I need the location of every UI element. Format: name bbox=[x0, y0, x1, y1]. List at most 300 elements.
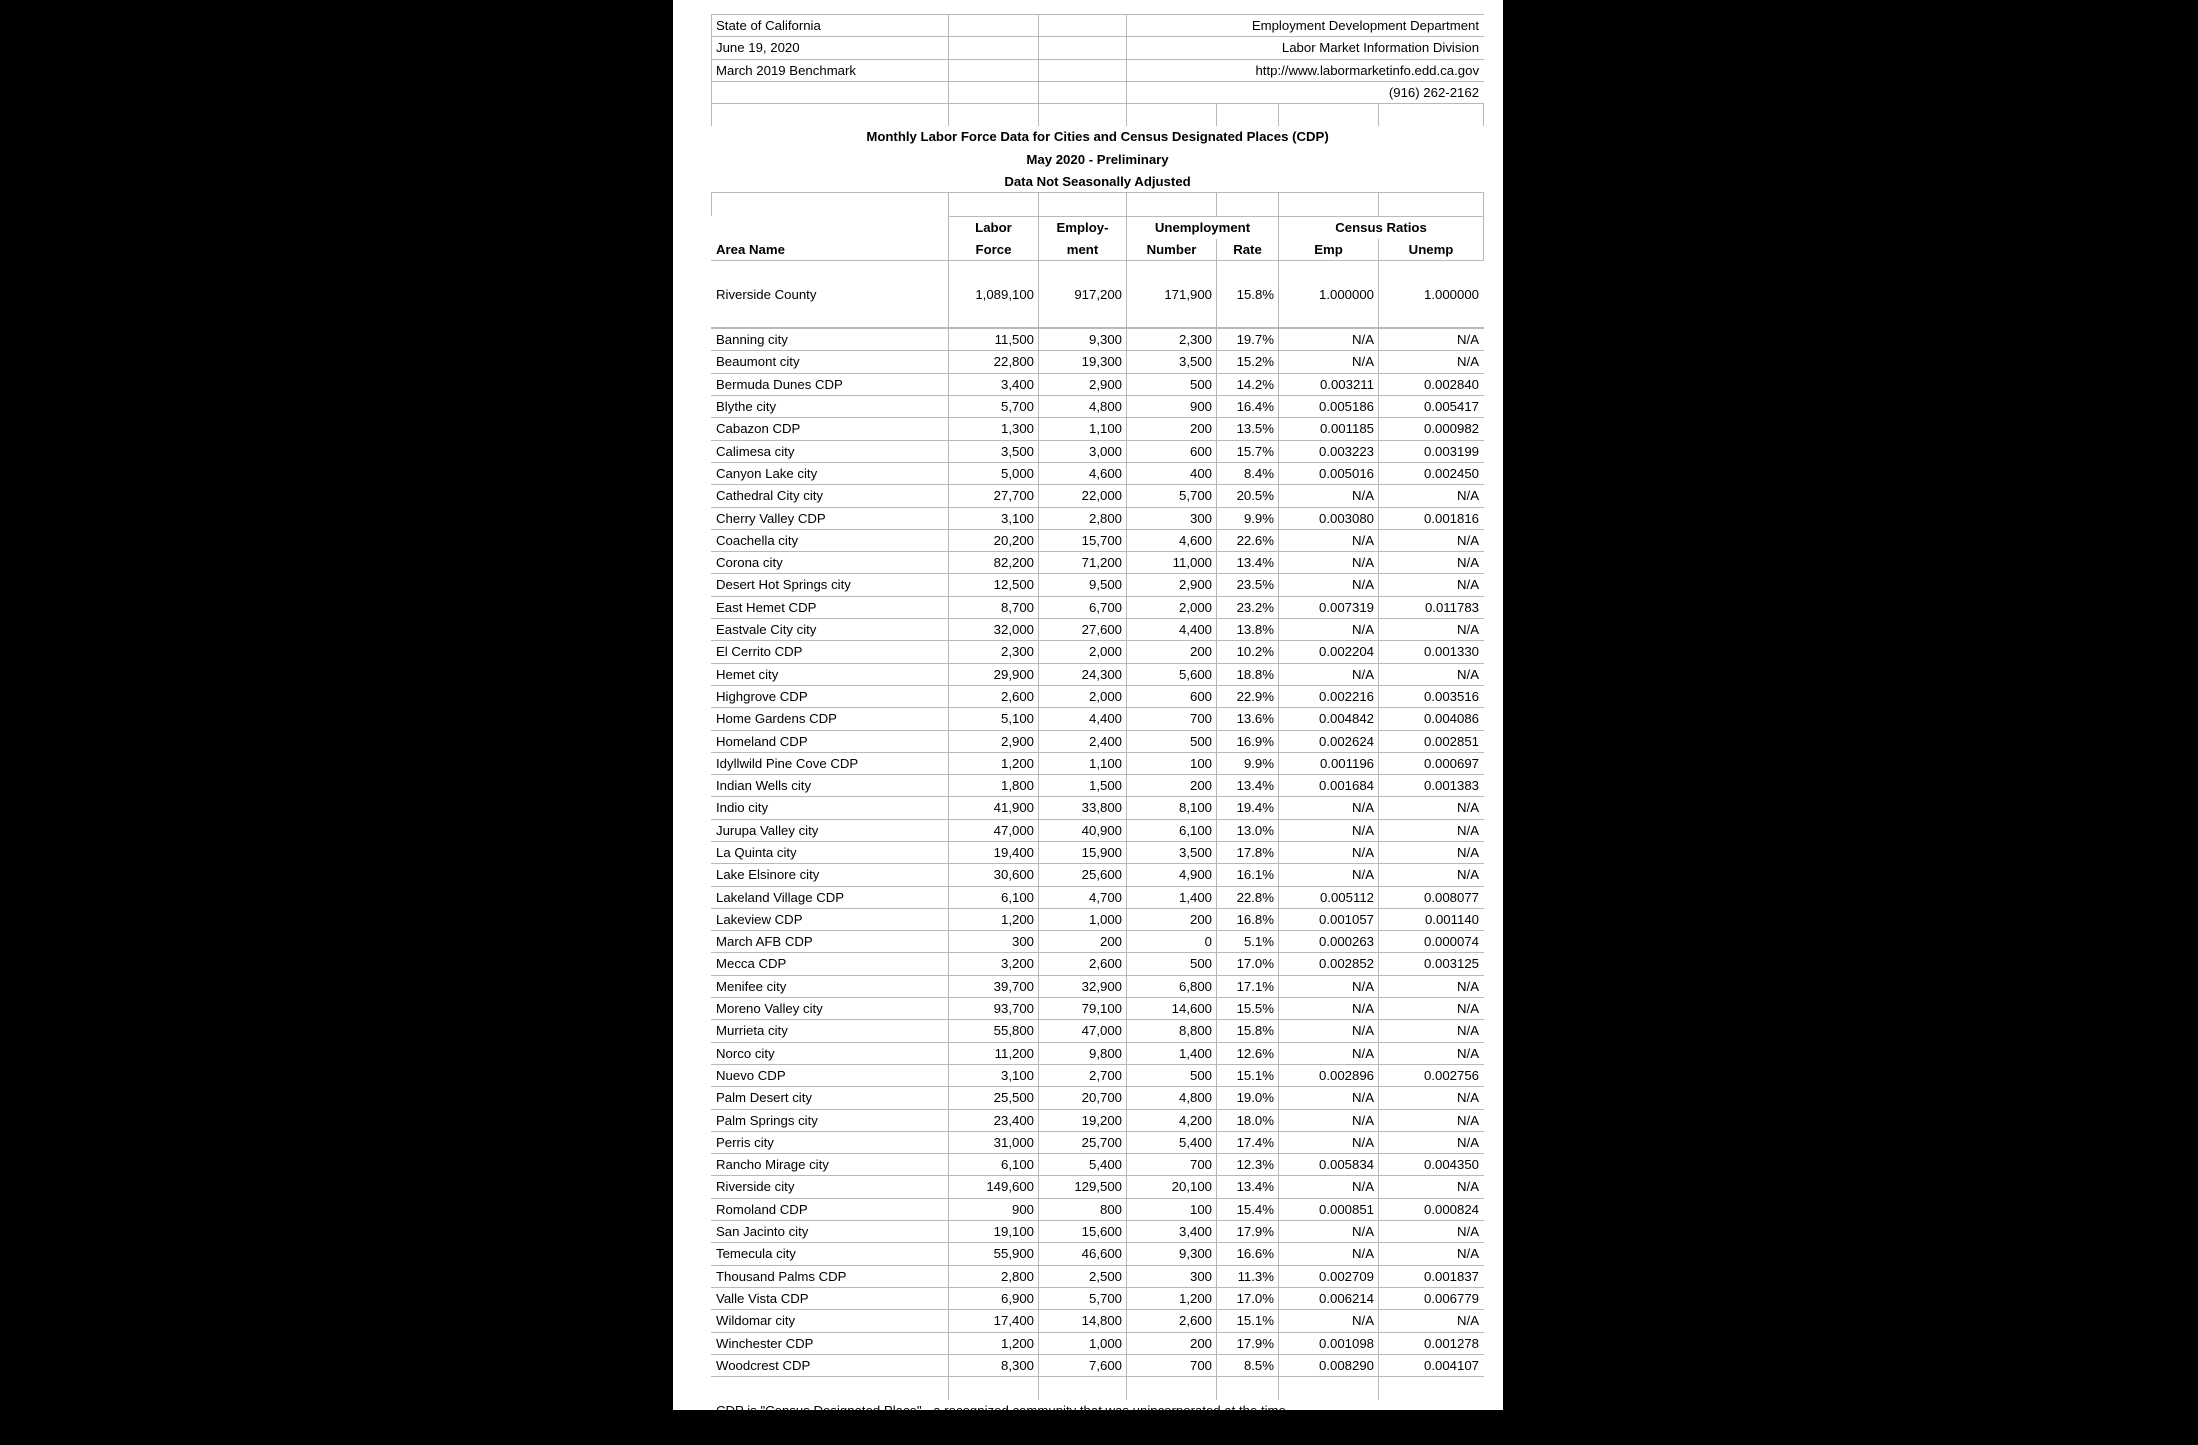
cell-area-name: San Jacinto city bbox=[712, 1221, 949, 1243]
cell-unemployment-number: 4,800 bbox=[1127, 1087, 1217, 1109]
table-row[interactable] bbox=[712, 1243, 1484, 1265]
cell-labor-force: 19,100 bbox=[949, 1221, 1039, 1243]
table-row[interactable] bbox=[712, 641, 1484, 663]
spacer-cell bbox=[712, 305, 949, 327]
table-row[interactable] bbox=[712, 1109, 1484, 1131]
spacer-cell bbox=[1217, 261, 1279, 283]
column-header-row-top bbox=[712, 216, 1484, 238]
county-employment: 917,200 bbox=[1039, 283, 1127, 305]
cell-area-name: East Hemet CDP bbox=[712, 596, 949, 618]
cell-census-emp: N/A bbox=[1279, 797, 1379, 819]
cell-employment: 79,100 bbox=[1039, 998, 1127, 1020]
table-row[interactable] bbox=[712, 775, 1484, 797]
cell-census-unemp: N/A bbox=[1379, 1310, 1484, 1332]
cell-area-name: Palm Desert city bbox=[712, 1087, 949, 1109]
col-unemployment-group: Unemployment bbox=[1127, 216, 1279, 238]
spacer-cell bbox=[949, 305, 1039, 327]
table-row[interactable] bbox=[712, 663, 1484, 685]
cell-unemployment-number: 2,300 bbox=[1127, 329, 1217, 351]
table-row[interactable] bbox=[712, 1221, 1484, 1243]
cell-census-emp: 0.000263 bbox=[1279, 931, 1379, 953]
spacer-row bbox=[712, 305, 1484, 327]
cell-census-unemp: 0.003516 bbox=[1379, 685, 1484, 707]
cell-employment: 2,800 bbox=[1039, 507, 1127, 529]
table-row[interactable] bbox=[712, 975, 1484, 997]
table-row[interactable] bbox=[712, 797, 1484, 819]
table-row[interactable] bbox=[712, 1354, 1484, 1376]
cell-employment: 20,700 bbox=[1039, 1087, 1127, 1109]
footnote-table bbox=[711, 1377, 1484, 1445]
cell-unemployment-rate: 13.8% bbox=[1217, 619, 1279, 641]
cell-census-emp: 0.002852 bbox=[1279, 953, 1379, 975]
cell-labor-force: 900 bbox=[949, 1198, 1039, 1220]
cell-employment: 2,900 bbox=[1039, 373, 1127, 395]
spacer-cell bbox=[949, 59, 1039, 81]
cell-unemployment-rate: 17.8% bbox=[1217, 841, 1279, 863]
cell-census-unemp: N/A bbox=[1379, 864, 1484, 886]
cell-unemployment-rate: 17.4% bbox=[1217, 1131, 1279, 1153]
cell-census-emp: N/A bbox=[1279, 1176, 1379, 1198]
column-header-row-bottom bbox=[712, 238, 1484, 260]
spacer-cell bbox=[1039, 59, 1127, 81]
table-row[interactable] bbox=[712, 1198, 1484, 1220]
cell-unemployment-rate: 12.3% bbox=[1217, 1154, 1279, 1176]
table-row[interactable] bbox=[712, 953, 1484, 975]
spacer-cell bbox=[1127, 305, 1217, 327]
cell-area-name: Menifee city bbox=[712, 975, 949, 997]
cell-census-unemp: N/A bbox=[1379, 1176, 1484, 1198]
cell-census-unemp: N/A bbox=[1379, 975, 1484, 997]
table-row[interactable] bbox=[712, 1287, 1484, 1309]
table-row[interactable] bbox=[712, 998, 1484, 1020]
cell-employment: 4,400 bbox=[1039, 708, 1127, 730]
cell-unemployment-number: 100 bbox=[1127, 752, 1217, 774]
cell-unemployment-rate: 9.9% bbox=[1217, 752, 1279, 774]
cell-census-emp: N/A bbox=[1279, 1109, 1379, 1131]
cell-unemployment-rate: 17.9% bbox=[1217, 1332, 1279, 1354]
cell-labor-force: 2,300 bbox=[949, 641, 1039, 663]
cell-census-unemp: N/A bbox=[1379, 552, 1484, 574]
table-row[interactable] bbox=[712, 1265, 1484, 1287]
table-row[interactable] bbox=[712, 373, 1484, 395]
spacer-cell bbox=[1379, 261, 1484, 283]
cell-census-emp: N/A bbox=[1279, 1042, 1379, 1064]
cell-employment: 2,000 bbox=[1039, 641, 1127, 663]
cell-unemployment-rate: 16.4% bbox=[1217, 396, 1279, 418]
cell-census-unemp: N/A bbox=[1379, 797, 1484, 819]
cell-labor-force: 29,900 bbox=[949, 663, 1039, 685]
cell-census-emp: N/A bbox=[1279, 329, 1379, 351]
cell-labor-force: 1,200 bbox=[949, 1332, 1039, 1354]
cell-census-emp: N/A bbox=[1279, 1221, 1379, 1243]
cell-unemployment-number: 9,300 bbox=[1127, 1243, 1217, 1265]
cell-labor-force: 82,200 bbox=[949, 552, 1039, 574]
cell-census-unemp: 0.000824 bbox=[1379, 1198, 1484, 1220]
cell-census-unemp: N/A bbox=[1379, 485, 1484, 507]
cell-employment: 32,900 bbox=[1039, 975, 1127, 997]
spacer-cell bbox=[1379, 193, 1484, 215]
cell-labor-force: 1,300 bbox=[949, 418, 1039, 440]
cell-unemployment-number: 4,200 bbox=[1127, 1109, 1217, 1131]
cell-unemployment-number: 3,500 bbox=[1127, 841, 1217, 863]
cell-census-emp: 0.002624 bbox=[1279, 730, 1379, 752]
table-row[interactable] bbox=[712, 1310, 1484, 1332]
cell-census-unemp: 0.004350 bbox=[1379, 1154, 1484, 1176]
cell-employment: 4,800 bbox=[1039, 396, 1127, 418]
cell-unemployment-rate: 18.8% bbox=[1217, 663, 1279, 685]
cell-area-name: El Cerrito CDP bbox=[712, 641, 949, 663]
cell-area-name: Homeland CDP bbox=[712, 730, 949, 752]
cell-labor-force: 23,400 bbox=[949, 1109, 1039, 1131]
spacer-cell bbox=[1127, 193, 1217, 215]
spacer-cell bbox=[1279, 193, 1379, 215]
cell-labor-force: 2,800 bbox=[949, 1265, 1039, 1287]
cell-census-emp: N/A bbox=[1279, 574, 1379, 596]
cell-unemployment-rate: 13.5% bbox=[1217, 418, 1279, 440]
cell-employment: 2,700 bbox=[1039, 1064, 1127, 1086]
cell-census-emp: N/A bbox=[1279, 864, 1379, 886]
cell-census-emp: 0.000851 bbox=[1279, 1198, 1379, 1220]
cell-unemployment-number: 300 bbox=[1127, 507, 1217, 529]
cell-census-unemp: 0.004107 bbox=[1379, 1354, 1484, 1376]
table-row[interactable] bbox=[712, 1332, 1484, 1354]
cell-unemployment-rate: 22.9% bbox=[1217, 685, 1279, 707]
cell-unemployment-rate: 15.5% bbox=[1217, 998, 1279, 1020]
cell-area-name: Indian Wells city bbox=[712, 775, 949, 797]
cell-area-name: Murrieta city bbox=[712, 1020, 949, 1042]
cell-unemployment-rate: 10.2% bbox=[1217, 641, 1279, 663]
cell-census-emp: N/A bbox=[1279, 663, 1379, 685]
spacer-cell bbox=[1039, 193, 1127, 215]
cell-area-name: Woodcrest CDP bbox=[712, 1354, 949, 1376]
cell-area-name: Cabazon CDP bbox=[712, 418, 949, 440]
cell-labor-force: 55,900 bbox=[949, 1243, 1039, 1265]
cell-area-name: Rancho Mirage city bbox=[712, 1154, 949, 1176]
cell-unemployment-rate: 15.1% bbox=[1217, 1310, 1279, 1332]
cell-unemployment-rate: 16.9% bbox=[1217, 730, 1279, 752]
spacer-cell bbox=[1379, 305, 1484, 327]
cell-employment: 33,800 bbox=[1039, 797, 1127, 819]
cell-unemployment-rate: 9.9% bbox=[1217, 507, 1279, 529]
cell-labor-force: 3,400 bbox=[949, 373, 1039, 395]
cell-census-unemp: N/A bbox=[1379, 619, 1484, 641]
cell-census-emp: N/A bbox=[1279, 1087, 1379, 1109]
title-row-2 bbox=[712, 148, 1484, 170]
cell-census-unemp: 0.002756 bbox=[1379, 1064, 1484, 1086]
cell-unemployment-rate: 11.3% bbox=[1217, 1265, 1279, 1287]
cell-labor-force: 55,800 bbox=[949, 1020, 1039, 1042]
cell-area-name: Highgrove CDP bbox=[712, 685, 949, 707]
column-header-table bbox=[711, 216, 1484, 328]
cell-area-name: Idyllwild Pine Cove CDP bbox=[712, 752, 949, 774]
cell-census-emp: 0.002204 bbox=[1279, 641, 1379, 663]
cell-area-name: Romoland CDP bbox=[712, 1198, 949, 1220]
table-row[interactable] bbox=[712, 1154, 1484, 1176]
footnote-row-2 bbox=[712, 1422, 1484, 1444]
cell-unemployment-number: 5,600 bbox=[1127, 663, 1217, 685]
cell-labor-force: 1,800 bbox=[949, 775, 1039, 797]
website-url[interactable]: http://www.labormarketinfo.edd.ca.gov bbox=[1127, 59, 1484, 81]
cell-employment: 19,200 bbox=[1039, 1109, 1127, 1131]
table-row[interactable] bbox=[712, 596, 1484, 618]
cell-unemployment-rate: 17.0% bbox=[1217, 1287, 1279, 1309]
cell-census-unemp: N/A bbox=[1379, 574, 1484, 596]
cell-labor-force: 6,100 bbox=[949, 886, 1039, 908]
cell-employment: 14,800 bbox=[1039, 1310, 1127, 1332]
spacer-cell bbox=[1127, 104, 1217, 126]
spacer-row bbox=[712, 104, 1484, 126]
table-row[interactable] bbox=[712, 708, 1484, 730]
labor-force-report bbox=[711, 14, 1483, 1445]
table-row[interactable] bbox=[712, 507, 1484, 529]
cell-labor-force: 30,600 bbox=[949, 864, 1039, 886]
cell-employment: 9,300 bbox=[1039, 329, 1127, 351]
cell-unemployment-number: 1,200 bbox=[1127, 1287, 1217, 1309]
cell-labor-force: 2,600 bbox=[949, 685, 1039, 707]
cell-unemployment-rate: 23.2% bbox=[1217, 596, 1279, 618]
table-row[interactable] bbox=[712, 886, 1484, 908]
cell-census-unemp: 0.002840 bbox=[1379, 373, 1484, 395]
cell-unemployment-rate: 17.9% bbox=[1217, 1221, 1279, 1243]
cell-employment: 5,400 bbox=[1039, 1154, 1127, 1176]
spacer-cell bbox=[1279, 104, 1379, 126]
cell-census-unemp: 0.006779 bbox=[1379, 1287, 1484, 1309]
cell-employment: 2,000 bbox=[1039, 685, 1127, 707]
cell-unemployment-rate: 12.6% bbox=[1217, 1042, 1279, 1064]
cell-census-unemp: N/A bbox=[1379, 1221, 1484, 1243]
department-label: Employment Development Department bbox=[1127, 15, 1484, 37]
cell-employment: 1,100 bbox=[1039, 418, 1127, 440]
cell-census-unemp: 0.011783 bbox=[1379, 596, 1484, 618]
cell-unemployment-rate: 19.7% bbox=[1217, 329, 1279, 351]
table-row[interactable] bbox=[712, 752, 1484, 774]
cell-unemployment-rate: 8.4% bbox=[1217, 462, 1279, 484]
cell-labor-force: 32,000 bbox=[949, 619, 1039, 641]
cell-labor-force: 41,900 bbox=[949, 797, 1039, 819]
table-row[interactable] bbox=[712, 485, 1484, 507]
cell-unemployment-number: 200 bbox=[1127, 641, 1217, 663]
cell-unemployment-number: 1,400 bbox=[1127, 1042, 1217, 1064]
cell-employment: 800 bbox=[1039, 1198, 1127, 1220]
cell-unemployment-rate: 15.7% bbox=[1217, 440, 1279, 462]
spreadsheet-page bbox=[673, 0, 1503, 1441]
cell-unemployment-rate: 23.5% bbox=[1217, 574, 1279, 596]
cell-area-name: Eastvale City city bbox=[712, 619, 949, 641]
table-row[interactable] bbox=[712, 1131, 1484, 1153]
footnote-line1: CDP is "Census Designated Place" - a recognized community that was unincorporated at the time bbox=[712, 1400, 1484, 1422]
title-row-1 bbox=[712, 126, 1484, 148]
cell-census-emp: 0.007319 bbox=[1279, 596, 1379, 618]
table-row[interactable] bbox=[712, 396, 1484, 418]
cell-census-emp: N/A bbox=[1279, 1131, 1379, 1153]
col-labor-force-line2: Force bbox=[949, 238, 1039, 260]
cell-census-unemp: 0.002851 bbox=[1379, 730, 1484, 752]
cell-unemployment-number: 900 bbox=[1127, 396, 1217, 418]
table-row[interactable] bbox=[712, 841, 1484, 863]
cell-employment: 5,700 bbox=[1039, 1287, 1127, 1309]
cell-employment: 9,500 bbox=[1039, 574, 1127, 596]
cell-unemployment-rate: 13.4% bbox=[1217, 552, 1279, 574]
cell-area-name: Indio city bbox=[712, 797, 949, 819]
cell-census-emp: N/A bbox=[1279, 619, 1379, 641]
footnote-line2: of the 2014-2018 5-Year American Community Survey (ACS). bbox=[716, 1425, 1075, 1441]
table-row[interactable] bbox=[712, 619, 1484, 641]
table-row[interactable] bbox=[712, 730, 1484, 752]
cell-unemployment-number: 5,400 bbox=[1127, 1131, 1217, 1153]
cell-unemployment-rate: 20.5% bbox=[1217, 485, 1279, 507]
cell-employment: 40,900 bbox=[1039, 819, 1127, 841]
spacer-cell bbox=[1039, 1378, 1127, 1400]
cell-unemployment-number: 600 bbox=[1127, 440, 1217, 462]
cell-labor-force: 1,200 bbox=[949, 752, 1039, 774]
cell-employment: 27,600 bbox=[1039, 619, 1127, 641]
table-row[interactable] bbox=[712, 1064, 1484, 1086]
spacer-cell bbox=[1039, 81, 1127, 103]
cell-census-emp: 0.002709 bbox=[1279, 1265, 1379, 1287]
table-row[interactable] bbox=[712, 462, 1484, 484]
header-row-phone bbox=[712, 81, 1484, 103]
cell-unemployment-number: 2,900 bbox=[1127, 574, 1217, 596]
spacer-cell bbox=[1039, 261, 1127, 283]
cell-census-unemp: 0.005417 bbox=[1379, 396, 1484, 418]
table-row[interactable] bbox=[712, 685, 1484, 707]
cell-labor-force: 11,200 bbox=[949, 1042, 1039, 1064]
spacer-cell bbox=[1127, 1378, 1217, 1400]
table-row[interactable] bbox=[712, 931, 1484, 953]
cell-census-unemp: N/A bbox=[1379, 1020, 1484, 1042]
cell-labor-force: 1,200 bbox=[949, 908, 1039, 930]
cell-census-emp: N/A bbox=[1279, 975, 1379, 997]
table-row[interactable] bbox=[712, 1087, 1484, 1109]
spacer-cell bbox=[1039, 305, 1127, 327]
cell-labor-force: 22,800 bbox=[949, 351, 1039, 373]
cell-labor-force: 8,700 bbox=[949, 596, 1039, 618]
table-row[interactable] bbox=[712, 574, 1484, 596]
cell-unemployment-number: 4,400 bbox=[1127, 619, 1217, 641]
spacer-cell bbox=[1039, 15, 1127, 37]
report-title-line3: Data Not Seasonally Adjusted bbox=[712, 171, 1484, 193]
cell-area-name: Cherry Valley CDP bbox=[712, 507, 949, 529]
spacer-cell bbox=[949, 37, 1039, 59]
cell-census-unemp: 0.001837 bbox=[1379, 1265, 1484, 1287]
spacer-cell bbox=[712, 1378, 949, 1400]
cell-census-emp: 0.005112 bbox=[1279, 886, 1379, 908]
cell-census-emp: 0.001185 bbox=[1279, 418, 1379, 440]
spacer-cell bbox=[1379, 1378, 1484, 1400]
cell-unemployment-number: 2,600 bbox=[1127, 1310, 1217, 1332]
cell-unemployment-number: 500 bbox=[1127, 373, 1217, 395]
cell-unemployment-rate: 18.0% bbox=[1217, 1109, 1279, 1131]
cell-census-emp: 0.002896 bbox=[1279, 1064, 1379, 1086]
cell-labor-force: 31,000 bbox=[949, 1131, 1039, 1153]
cell-employment: 19,300 bbox=[1039, 351, 1127, 373]
table-row[interactable] bbox=[712, 351, 1484, 373]
cell-employment: 15,600 bbox=[1039, 1221, 1127, 1243]
county-total-row[interactable] bbox=[712, 283, 1484, 305]
table-row[interactable] bbox=[712, 1020, 1484, 1042]
cell-unemployment-number: 14,600 bbox=[1127, 998, 1217, 1020]
cell-census-emp: 0.003223 bbox=[1279, 440, 1379, 462]
cell-area-name: Riverside city bbox=[712, 1176, 949, 1198]
cell-census-emp: 0.001196 bbox=[1279, 752, 1379, 774]
report-header-table bbox=[711, 14, 1484, 216]
cell-labor-force: 5,100 bbox=[949, 708, 1039, 730]
cell-unemployment-number: 600 bbox=[1127, 685, 1217, 707]
cell-employment: 1,100 bbox=[1039, 752, 1127, 774]
table-row[interactable] bbox=[712, 329, 1484, 351]
spacer-cell bbox=[1217, 1378, 1279, 1400]
cell-census-emp: N/A bbox=[1279, 998, 1379, 1020]
cell-census-unemp: N/A bbox=[1379, 1243, 1484, 1265]
cell-labor-force: 6,900 bbox=[949, 1287, 1039, 1309]
cell-labor-force: 3,200 bbox=[949, 953, 1039, 975]
cell-unemployment-number: 100 bbox=[1127, 1198, 1217, 1220]
spacer-cell bbox=[1379, 104, 1484, 126]
cell-employment: 15,700 bbox=[1039, 529, 1127, 551]
cell-unemployment-number: 5,700 bbox=[1127, 485, 1217, 507]
footnote-row-1 bbox=[712, 1400, 1484, 1422]
spacer-cell bbox=[1217, 104, 1279, 126]
table-row[interactable] bbox=[712, 908, 1484, 930]
spacer-cell bbox=[1217, 193, 1279, 215]
cell-unemployment-number: 200 bbox=[1127, 775, 1217, 797]
cell-unemployment-rate: 13.4% bbox=[1217, 1176, 1279, 1198]
cell-unemployment-number: 3,500 bbox=[1127, 351, 1217, 373]
spacer-cell bbox=[949, 104, 1039, 126]
table-row[interactable] bbox=[712, 864, 1484, 886]
cell-census-unemp: 0.000697 bbox=[1379, 752, 1484, 774]
table-row[interactable] bbox=[712, 418, 1484, 440]
spacer-cell bbox=[712, 81, 949, 103]
cell-employment: 46,600 bbox=[1039, 1243, 1127, 1265]
cell-labor-force: 17,400 bbox=[949, 1310, 1039, 1332]
cell-area-name: Perris city bbox=[712, 1131, 949, 1153]
table-row[interactable] bbox=[712, 1042, 1484, 1064]
table-row[interactable] bbox=[712, 440, 1484, 462]
cell-area-name: Mecca CDP bbox=[712, 953, 949, 975]
cell-unemployment-rate: 17.0% bbox=[1217, 953, 1279, 975]
table-row[interactable] bbox=[712, 552, 1484, 574]
cell-unemployment-number: 20,100 bbox=[1127, 1176, 1217, 1198]
table-row[interactable] bbox=[712, 1176, 1484, 1198]
cell-labor-force: 2,900 bbox=[949, 730, 1039, 752]
cell-area-name: Coachella city bbox=[712, 529, 949, 551]
phone-number: (916) 262-2162 bbox=[1127, 81, 1484, 103]
col-labor-force-line1: Labor bbox=[949, 216, 1039, 238]
table-row[interactable] bbox=[712, 819, 1484, 841]
spacer-row bbox=[712, 261, 1484, 283]
col-employment-line1: Employ- bbox=[1039, 216, 1127, 238]
spacer-cell bbox=[1039, 37, 1127, 59]
cell-census-emp: 0.005834 bbox=[1279, 1154, 1379, 1176]
cell-census-emp: 0.006214 bbox=[1279, 1287, 1379, 1309]
cell-employment: 25,700 bbox=[1039, 1131, 1127, 1153]
table-row[interactable] bbox=[712, 529, 1484, 551]
cell-census-emp: N/A bbox=[1279, 1310, 1379, 1332]
cell-unemployment-number: 8,100 bbox=[1127, 797, 1217, 819]
spacer-cell bbox=[949, 81, 1039, 103]
spacer-cell bbox=[1039, 104, 1127, 126]
spacer-cell bbox=[712, 261, 949, 283]
cell-census-emp: 0.002216 bbox=[1279, 685, 1379, 707]
county-census-emp: 1.000000 bbox=[1279, 283, 1379, 305]
cell-area-name: Blythe city bbox=[712, 396, 949, 418]
cell-census-unemp: N/A bbox=[1379, 841, 1484, 863]
cell-census-emp: N/A bbox=[1279, 841, 1379, 863]
cell-unemployment-rate: 15.1% bbox=[1217, 1064, 1279, 1086]
cell-labor-force: 39,700 bbox=[949, 975, 1039, 997]
cell-area-name: Canyon Lake city bbox=[712, 462, 949, 484]
